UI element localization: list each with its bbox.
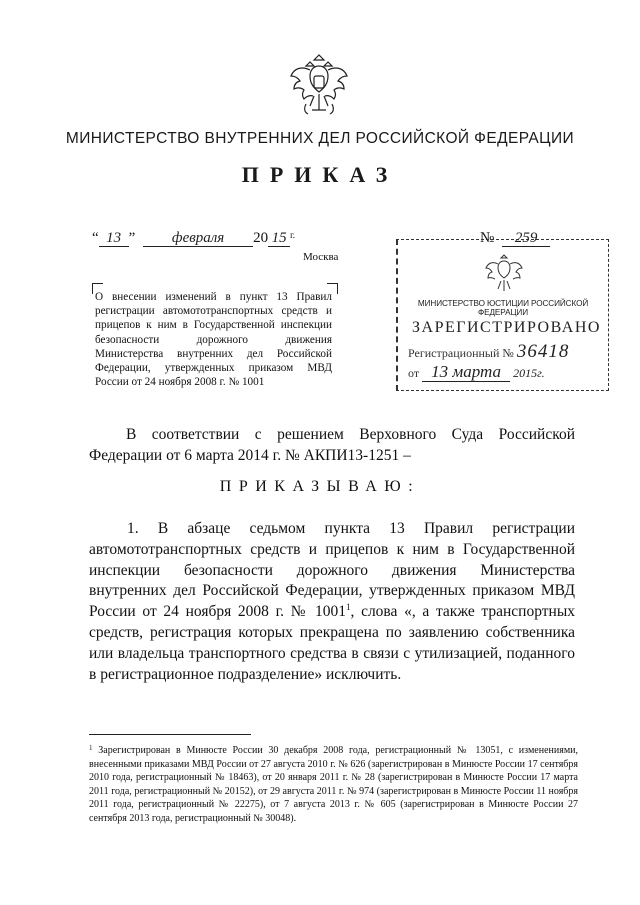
order-day: 13 [99, 231, 129, 247]
order-date: “ 13 ” февраля 20 15 $^{г.}$ [92, 230, 296, 246]
footnote-divider [89, 734, 251, 735]
order-city: Москва [303, 251, 339, 263]
stamp-reg-label: Регистрационный № [408, 346, 514, 360]
registration-stamp [396, 239, 608, 391]
stamp-registration-number [408, 341, 569, 363]
order-subject: О внесении изменений в пункт 13 Правил регистрации автомототранспортных средств и прицепов к ним в Государственной инспекции безопасности дорожного движения Министерства внутренних дел Российской Федерации, утвержденных приказом МВД России от 24 ноября 2008 г. № 1001 [95, 291, 332, 389]
order-item-1-text-a: 1. В абзаце седьмом пункта 13 Правил регистрации автомототранспортных средств и прицепов к ним в Государственной инспекции безопасности дорожного движения Министерства внутренних дел Российской Федерации, утвержденных приказом МВД России от 24 ноября 2008 г. № 1001 [89, 520, 575, 621]
order-directive-word: ПРИКАЗЫВАЮ: [219, 478, 421, 495]
document-type-title: ПРИКАЗ [241, 162, 399, 187]
order-year-suffix: 15 [268, 231, 290, 247]
footnote [89, 744, 578, 826]
order-item-1 [89, 519, 575, 685]
stamp-reg-number: 36418 [516, 341, 570, 362]
order-year-prefix: 20 [253, 230, 269, 246]
preamble-text: В соответствии с решением Верховного Суда Российской Федерации от 6 марта 2014 г. № АКПИ13-1251 – [89, 426, 575, 464]
order-year-mark: г. [290, 230, 296, 240]
order-number-label: № [480, 230, 495, 246]
stamp-date-year: 2015г. [513, 366, 545, 380]
stamp-registered-label: ЗАРЕГИСТРИРОВАНО [412, 319, 601, 336]
order-month: февраля [143, 231, 253, 247]
stamp-registration-date [408, 363, 545, 382]
stamp-date-value: 13 марта [422, 363, 510, 382]
stamp-emblem-icon [484, 253, 524, 295]
footnote-marker: 1 [89, 744, 93, 752]
preamble-paragraph [89, 425, 575, 467]
coat-of-arms-emblem [288, 52, 350, 118]
footnote-text: Зарегистрирован в Минюсте России 30 декабря 2008 года, регистрационный № 13051, с изменениями, внесенными приказами МВД России от 27 августа 2010 г. № 626 (зарегистрирован в Минюсте России 17 сентября 2010 года, регистрационный № 18463), от 20 января 2011 г. № 28 (зарегистрирован в Минюсте России 17 марта 2011 года, регистрационный № 20152), от 29 августа 2011 г. № 974 (зарегистрирован в Минюсте России 11 ноября 2011 года, регистрационный № 22275), от 7 августа 2013 г. № 605 (зарегистрирован в Минюсте России 27 сентября 2013 года, регистрационный № 30048). [89, 745, 579, 824]
stamp-date-prefix: от [408, 366, 420, 380]
stamp-ministry-name: МИНИСТЕРСТВО ЮСТИЦИИ РОССИЙСКОЙ ФЕДЕРАЦИИ [417, 299, 589, 317]
ministry-name: МИНИСТЕРСТВО ВНУТРЕННИХ ДЕЛ РОССИЙСКОЙ ФЕДЕРАЦИИ [65, 130, 575, 147]
footnote-reference: 1 [346, 602, 351, 613]
order-number-value: 259 [502, 231, 550, 247]
order-item-1-text-b: , слова «, а также транспортных средств, регистрация которых прекращена по заявлению собственника или владельца транспортного средства в связи с утилизацией, поданного в регистрационное подразделение» исключить. [89, 603, 575, 683]
